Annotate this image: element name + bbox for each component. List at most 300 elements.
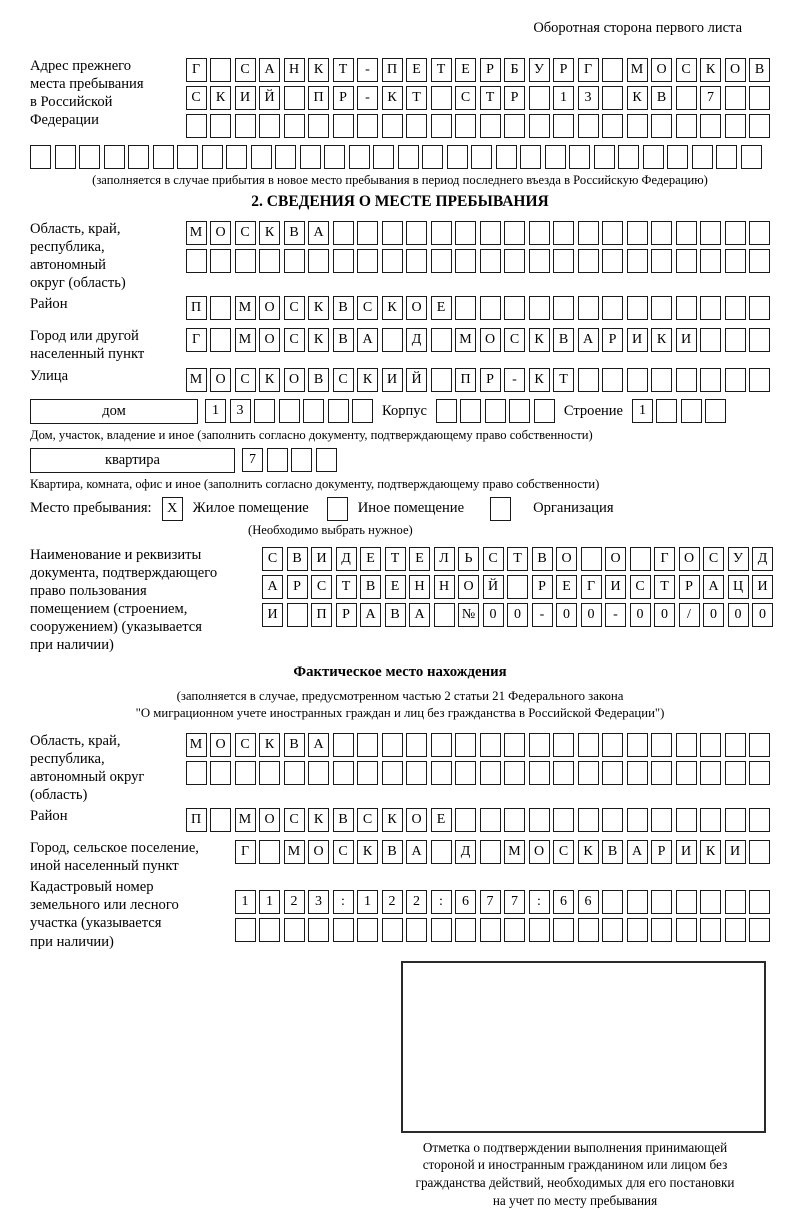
char-cell: 7 (242, 448, 263, 472)
char-cell (545, 145, 566, 169)
char-cell: Р (602, 328, 623, 352)
char-cell: М (504, 840, 525, 864)
char-cell: Р (480, 58, 501, 82)
city3-row (235, 840, 771, 864)
char-cell: 0 (654, 603, 675, 627)
char-cell: 2 (406, 890, 427, 914)
char-cell (382, 918, 403, 942)
stay-type-field (30, 497, 770, 521)
prev-address-row-4 (30, 145, 770, 169)
char-cell (749, 368, 770, 392)
char-cell: К (529, 368, 550, 392)
char-cell (627, 296, 648, 320)
district3-row (186, 808, 771, 832)
char-cell: В (532, 547, 553, 571)
char-cell (529, 296, 550, 320)
char-cell (749, 840, 770, 864)
street-field (30, 367, 770, 396)
city3-boxes (235, 839, 771, 875)
char-cell: М (235, 808, 256, 832)
stroenie-label: Строение (563, 402, 623, 419)
char-cell: И (235, 86, 256, 110)
char-cell (602, 296, 623, 320)
char-cell: О (679, 547, 700, 571)
char-cell: С (235, 733, 256, 757)
char-cell (284, 249, 305, 273)
char-cell (431, 328, 452, 352)
char-cell (308, 761, 329, 785)
char-cell: 1 (205, 399, 226, 423)
char-cell (667, 145, 688, 169)
char-cell (357, 249, 378, 273)
confirmation-stamp-box (401, 961, 766, 1133)
char-cell (553, 221, 574, 245)
char-cell: Т (406, 86, 427, 110)
char-cell (725, 733, 746, 757)
char-cell (104, 145, 125, 169)
stay-type-caption: (Необходимо выбрать нужное) (248, 522, 413, 537)
char-cell: - (504, 368, 525, 392)
char-cell: Г (235, 840, 256, 864)
document-row-2 (262, 575, 773, 599)
char-cell (455, 733, 476, 757)
char-cell: 2 (382, 890, 403, 914)
char-cell: 0 (483, 603, 504, 627)
region3-row-2 (186, 761, 771, 785)
char-cell: 6 (553, 890, 574, 914)
char-cell (455, 221, 476, 245)
char-cell: К (651, 328, 672, 352)
char-cell (529, 761, 550, 785)
prev-address-label: Адрес прежнего места пребывания в Российской Федерации (30, 58, 144, 129)
char-cell (627, 890, 648, 914)
char-cell (251, 145, 272, 169)
char-cell (210, 58, 231, 82)
apartment-field (30, 448, 770, 473)
char-cell (676, 368, 697, 392)
char-cell (30, 145, 51, 169)
char-cell (725, 918, 746, 942)
char-cell: О (480, 328, 501, 352)
char-cell: Ц (728, 575, 749, 599)
char-cell (692, 145, 713, 169)
char-cell: К (308, 296, 329, 320)
char-cell (602, 761, 623, 785)
char-cell (308, 114, 329, 138)
region-row-2 (186, 249, 771, 273)
char-cell (700, 114, 721, 138)
char-cell (267, 448, 288, 472)
char-cell: П (186, 296, 207, 320)
char-cell (602, 918, 623, 942)
char-cell (431, 918, 452, 942)
prev-address-caption: (заполняется в случае прибытия в новое место пребывания в период последнего въезда в Российскую Федерацию) (92, 173, 708, 187)
char-cell: И (262, 603, 283, 627)
char-cell (357, 761, 378, 785)
korpus-row (436, 399, 555, 423)
char-cell (480, 918, 501, 942)
region-label: Область, край, республика, автономный округ (область) (30, 221, 126, 292)
char-cell (553, 249, 574, 273)
char-cell (357, 733, 378, 757)
region-field (30, 220, 770, 292)
char-cell (382, 221, 403, 245)
char-cell (259, 918, 280, 942)
char-cell: К (210, 86, 231, 110)
street-boxes (186, 367, 771, 396)
char-cell (553, 808, 574, 832)
char-cell (529, 733, 550, 757)
char-cell: В (287, 547, 308, 571)
char-cell: У (728, 547, 749, 571)
char-cell: С (630, 575, 651, 599)
char-cell (284, 86, 305, 110)
char-cell: С (262, 547, 283, 571)
char-cell: К (308, 328, 329, 352)
char-cell (259, 249, 280, 273)
char-cell: О (259, 328, 280, 352)
char-cell (308, 918, 329, 942)
char-cell (651, 114, 672, 138)
char-cell (287, 603, 308, 627)
cadastral-row-1 (235, 890, 771, 914)
char-cell: К (357, 840, 378, 864)
char-cell: И (676, 840, 697, 864)
char-cell (504, 249, 525, 273)
char-cell (749, 86, 770, 110)
char-cell: - (357, 58, 378, 82)
char-cell (529, 114, 550, 138)
street-row (186, 368, 771, 392)
char-cell: А (262, 575, 283, 599)
char-cell (357, 918, 378, 942)
char-cell: М (186, 733, 207, 757)
region-row-1 (186, 221, 771, 245)
char-cell: 0 (752, 603, 773, 627)
char-cell: С (553, 840, 574, 864)
char-cell: С (235, 221, 256, 245)
char-cell: П (382, 58, 403, 82)
char-cell (651, 733, 672, 757)
char-cell (382, 733, 403, 757)
prev-address-row-3 (186, 114, 771, 138)
region-boxes (186, 220, 771, 292)
char-cell (630, 547, 651, 571)
char-cell (406, 221, 427, 245)
char-cell (300, 145, 321, 169)
char-cell (700, 890, 721, 914)
char-cell: Т (480, 86, 501, 110)
char-cell (210, 761, 231, 785)
district-label: Район (30, 296, 68, 313)
cadastral-field (30, 878, 770, 950)
char-cell: С (455, 86, 476, 110)
char-cell (447, 145, 468, 169)
char-cell (504, 221, 525, 245)
city3-label: Город, сельское поселение, иной населенный пункт (30, 840, 199, 875)
char-cell (210, 114, 231, 138)
district-boxes (186, 295, 771, 324)
char-cell: С (333, 368, 354, 392)
char-cell (455, 918, 476, 942)
char-cell: В (749, 58, 770, 82)
char-cell (485, 399, 506, 423)
char-cell (553, 114, 574, 138)
char-cell (700, 368, 721, 392)
char-cell (676, 918, 697, 942)
char-cell (520, 145, 541, 169)
char-cell (471, 145, 492, 169)
char-cell (602, 58, 623, 82)
char-cell (509, 399, 530, 423)
house-caption: Дом, участок, владение и иное (заполнить согласно документу, подтверждающему право собственности) (30, 427, 593, 442)
char-cell (627, 249, 648, 273)
city-label: Город или другой населенный пункт (30, 328, 145, 363)
document-row-3 (262, 603, 773, 627)
char-cell (210, 296, 231, 320)
stay-type-label: Место пребывания: (30, 500, 152, 517)
char-cell (676, 890, 697, 914)
district-field (30, 295, 770, 324)
char-cell (496, 145, 517, 169)
char-cell (284, 918, 305, 942)
section2-title: 2. СВЕДЕНИЯ О МЕСТЕ ПРЕБЫВАНИЯ (251, 193, 549, 210)
char-cell: Р (336, 603, 357, 627)
char-cell (725, 114, 746, 138)
char-cell: Е (385, 575, 406, 599)
char-cell: К (529, 328, 550, 352)
char-cell: С (333, 840, 354, 864)
char-cell (602, 86, 623, 110)
char-cell: И (725, 840, 746, 864)
district3-boxes (186, 807, 771, 836)
region3-field (30, 732, 770, 804)
char-cell (455, 296, 476, 320)
char-cell: С (703, 547, 724, 571)
char-cell (316, 448, 337, 472)
char-cell: Р (553, 58, 574, 82)
char-cell (422, 145, 443, 169)
char-cell (398, 145, 419, 169)
char-cell (651, 296, 672, 320)
char-cell: Г (186, 328, 207, 352)
char-cell (578, 918, 599, 942)
char-cell (749, 890, 770, 914)
char-cell: К (578, 840, 599, 864)
char-cell: В (333, 328, 354, 352)
char-cell: О (458, 575, 479, 599)
char-cell (333, 761, 354, 785)
char-cell (210, 249, 231, 273)
char-cell (627, 733, 648, 757)
char-cell: 7 (480, 890, 501, 914)
char-cell (553, 296, 574, 320)
apartment-type-box: квартира (30, 448, 235, 473)
char-cell: Д (455, 840, 476, 864)
char-cell (627, 761, 648, 785)
char-cell (627, 368, 648, 392)
char-cell (382, 761, 403, 785)
char-cell: В (553, 328, 574, 352)
char-cell (627, 114, 648, 138)
char-cell: 0 (556, 603, 577, 627)
char-cell (55, 145, 76, 169)
char-cell: К (627, 86, 648, 110)
char-cell: Е (455, 58, 476, 82)
char-cell: С (311, 575, 332, 599)
char-cell: 0 (581, 603, 602, 627)
char-cell (553, 761, 574, 785)
char-cell (153, 145, 174, 169)
char-cell: П (308, 86, 329, 110)
char-cell (308, 249, 329, 273)
char-cell: О (406, 296, 427, 320)
char-cell: К (700, 58, 721, 82)
char-cell: : (431, 890, 452, 914)
char-cell: Т (385, 547, 406, 571)
char-cell: В (602, 840, 623, 864)
char-cell (534, 399, 555, 423)
char-cell: М (284, 840, 305, 864)
char-cell: К (308, 58, 329, 82)
char-cell (226, 145, 247, 169)
header-note: Оборотная сторона первого листа (533, 20, 742, 36)
char-cell: Т (431, 58, 452, 82)
char-cell (676, 114, 697, 138)
char-cell: С (235, 368, 256, 392)
char-cell (749, 296, 770, 320)
char-cell: Л (434, 547, 455, 571)
char-cell (602, 890, 623, 914)
char-cell (210, 808, 231, 832)
char-cell: Е (409, 547, 430, 571)
prev-address-boxes (186, 57, 771, 142)
char-cell: О (556, 547, 577, 571)
document-label: Наименование и реквизиты документа, подтверждающего право пользования помещением (строением, сооружением) (указывается при наличии) (30, 546, 218, 654)
char-cell (328, 399, 349, 423)
char-cell (578, 296, 599, 320)
region3-boxes (186, 732, 771, 804)
char-cell (431, 761, 452, 785)
char-cell: М (235, 328, 256, 352)
char-cell: Ь (458, 547, 479, 571)
char-cell (725, 761, 746, 785)
char-cell (749, 221, 770, 245)
char-cell (333, 918, 354, 942)
char-cell (186, 114, 207, 138)
char-cell (431, 249, 452, 273)
char-cell: А (259, 58, 280, 82)
char-cell (681, 399, 702, 423)
char-cell (529, 86, 550, 110)
other-premises-label: Иное помещение (357, 500, 465, 517)
char-cell: - (532, 603, 553, 627)
char-cell (578, 368, 599, 392)
char-cell: О (651, 58, 672, 82)
char-cell: С (357, 296, 378, 320)
char-cell: А (578, 328, 599, 352)
apartment-caption: Квартира, комната, офис и иное (заполнить согласно документу, подтверждающему право собственности) (30, 476, 600, 491)
prev-address-block (30, 57, 770, 142)
char-cell: Й (483, 575, 504, 599)
char-cell: П (455, 368, 476, 392)
char-cell: 6 (578, 890, 599, 914)
char-cell (284, 761, 305, 785)
char-cell (235, 918, 256, 942)
char-cell: Т (654, 575, 675, 599)
char-cell (529, 918, 550, 942)
char-cell (455, 249, 476, 273)
char-cell (455, 114, 476, 138)
char-cell: С (284, 808, 305, 832)
char-cell: 3 (308, 890, 329, 914)
char-cell: Б (504, 58, 525, 82)
char-cell: С (357, 808, 378, 832)
city-boxes (186, 327, 771, 363)
house-number-row (205, 399, 373, 423)
char-cell (504, 733, 525, 757)
char-cell (460, 399, 481, 423)
char-cell (480, 808, 501, 832)
char-cell (676, 808, 697, 832)
char-cell: Г (654, 547, 675, 571)
char-cell: С (483, 547, 504, 571)
street-label: Улица (30, 367, 69, 384)
char-cell (700, 221, 721, 245)
char-cell: П (186, 808, 207, 832)
char-cell: Г (581, 575, 602, 599)
char-cell: А (627, 840, 648, 864)
char-cell (553, 733, 574, 757)
char-cell (602, 808, 623, 832)
char-cell (406, 918, 427, 942)
char-cell: О (210, 221, 231, 245)
char-cell (406, 114, 427, 138)
char-cell (504, 918, 525, 942)
char-cell (177, 145, 198, 169)
char-cell (529, 221, 550, 245)
char-cell (725, 221, 746, 245)
char-cell: В (382, 840, 403, 864)
char-cell: 6 (455, 890, 476, 914)
char-cell: К (308, 808, 329, 832)
char-cell (578, 808, 599, 832)
char-cell: Р (651, 840, 672, 864)
char-cell: В (284, 733, 305, 757)
char-cell (578, 221, 599, 245)
char-cell (349, 145, 370, 169)
stamp-caption: Отметка о подтверждении выполнения принимающей стороной и иностранным гражданином или лицом без гражданства действий, необходимых для его постановки на учет по месту пребывания (415, 1139, 735, 1209)
char-cell (725, 86, 746, 110)
prev-address-row-1 (186, 58, 771, 82)
char-cell: С (186, 86, 207, 110)
char-cell (602, 114, 623, 138)
char-cell: № (458, 603, 479, 627)
section3-caption: (заполняется в случае, предусмотренном частью 2 статьи 21 Федерального закона "О миграционном учете иностранных граждан и лиц без гражданства в Российской Федерации") (135, 689, 665, 721)
char-cell: Е (556, 575, 577, 599)
char-cell (507, 575, 528, 599)
char-cell (303, 399, 324, 423)
char-cell (279, 399, 300, 423)
char-cell (480, 840, 501, 864)
city-field (30, 327, 770, 363)
char-cell (749, 808, 770, 832)
char-cell: 0 (703, 603, 724, 627)
char-cell (578, 114, 599, 138)
char-cell: С (284, 328, 305, 352)
char-cell (275, 145, 296, 169)
char-cell: О (259, 296, 280, 320)
